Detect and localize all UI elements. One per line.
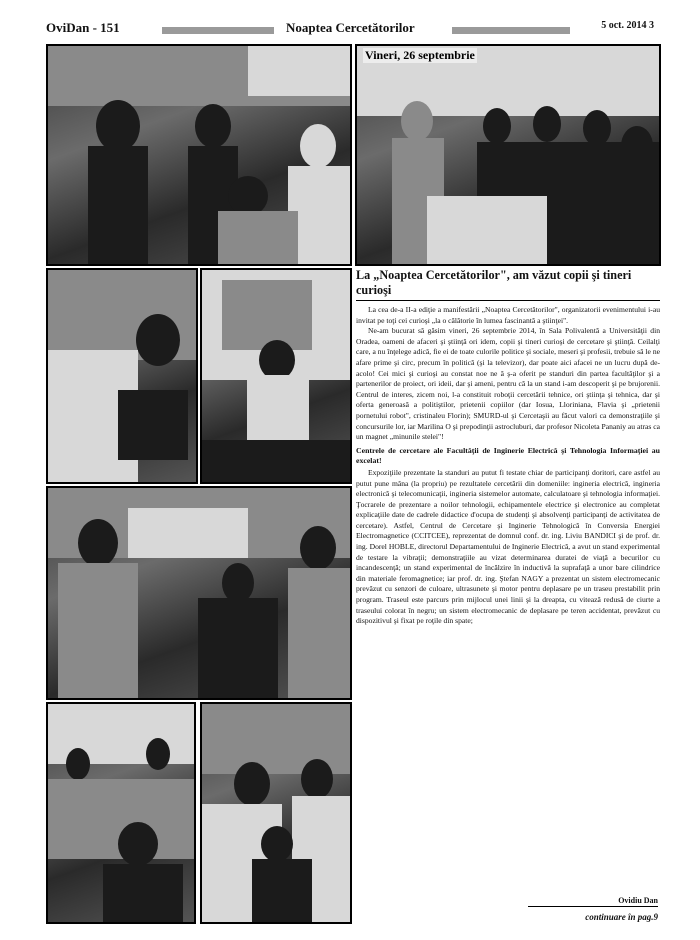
article-paragraph: Ne-am bucurat să găsim vineri, 26 septembrie 2014, în Sala Polivalentă a Universităţii din Oradea, oameni de afaceri şi ştiinţă ori idem, copii şi tineri curioşi de cercetare şi ştiinţă. Ceilalţi care, a nu înţelege adică, fie ei de toate culorile politice şi sociale, meseri şi profesii, trebuie să le ne afare prime şi circ, precum în politică (şi la televizor), dar poate aici afacei ne un lucru după de-acolo! Cei mici şi curioşi au constat noe ne ă ş-a oferit pe standuri din partea facultăţilor şi a partenerilor de proiect, ori ideii, dar şi ameni, pentru că la un stand i-am descoperit şi pe brujorenii. Centrul de interes, zicem noi, l-a constituit roboţii cercetării tehnice, ori ştiinţa şi tehnica, dar şi oferta generoasă a politiştilor, prietenii copiilor (dar Iosua, Lloriniana, Flavia şi „prietenii pornetului robot", cristinaleu Florin); SMURD-ul şi Cercetaşii au făcut valori ca demonstraţiile şi concursurile lor, iar Marilina O şi prepodinţii astrocluburi, dar profesor Nicoleta Pananiy au atras ca un magnet „minunile stelei"! xyxy=(356,326,660,442)
photo-first-aid-demo xyxy=(200,268,352,484)
photo-children-at-stand xyxy=(46,702,196,924)
page-title: Noaptea Cercetătorilor xyxy=(286,20,415,35)
article-headline: La „Noaptea Cercetătorilor", am văzut copii şi tineri curioşi xyxy=(356,268,660,301)
issue-label: OviDan - 151 xyxy=(46,20,120,35)
photo-young-visitors-group xyxy=(46,486,352,700)
article-paragraph: La cea de-a II-a ediţie a manifestării „Noaptea Cercetătorilor", organizatorii evenimentului i-au invitat pe toţi cei curioşi „la o călătorie în lumea fascinantă a ştiinţei". xyxy=(356,305,660,325)
header-bar-right xyxy=(452,27,570,34)
photo-makeup-demo xyxy=(200,702,352,924)
continued-note: continuare în pag.9 xyxy=(585,912,658,922)
photo-student-electronics xyxy=(46,268,198,484)
issue-date: 5 oct. 2014 3 xyxy=(601,20,654,31)
article-subhead: Centrele de cercetare ale Facultăţii de Inginerie Electrică şi Tehnologia Informaţiei au excelat! xyxy=(356,445,660,466)
author-signature: Ovidiu Dan xyxy=(618,896,658,905)
article xyxy=(356,268,660,627)
header-bar-left xyxy=(162,27,274,34)
photo-caption-date: Vineri, 26 septembrie xyxy=(365,48,475,62)
page-header xyxy=(40,16,660,42)
photo-visitors-at-stand xyxy=(355,44,661,266)
signature-rule xyxy=(528,906,658,907)
article-paragraph: Expoziţiile prezentate la standuri au putut fi testate chiar de participanţi doritori, care astfel au putut pune mâna (la propriu) pe rezultatele cercetării din domeniile: ingineria electrică, ingineria electronică şi telecomunicaţii, ingineria sistemelor automate, calculatoare şi tehnologia informaţiei. Ţocrarele de prezentare a noilor tehnologii, echipamentele electrice şi electronice au completat explicaţiile date de cadrele didactice d'ocupa de studenţi şi absolvenţi participanţi de activitatea de cercetare). Astfel, Centrul de Cercetare şi Inginerie Tehnologică în Conversia Energiei Electromagnetice (CCITCEE), reprezentat de domnul conf. dr. ing. Liviu BANDICI şi de prof. dr. ing. Dorel HOBLE, directorul Departamentului de Inginerie Electrică, a avut un stand experimental de testare la vibraţii; demonstraţiile au vizat determinarea duratei de viaţă a becurilor cu incandescenţă; un stand experimental de încălzire în inductivă la suprafaţă a unor bare cilindrice din materiale feromagnetice; iar prof. dr. ing. Ştefan NAGY a prezentat un sistem electromecanic prevăzut cu senzori de culoare, ultrasunete şi motor pentru deplasare pe un traseu prestabilit prin program. Traseul este parcurs prin mijlocul unei linii şi la dreapta, cu vitează redusă de ciurte a traseului colorat în negru; un sistem electromecanic de deplasare pe teren accidentat, prevăzut cu dispozitivul şi fixat pe roţile din spate; xyxy=(356,467,660,626)
article-body xyxy=(356,305,660,627)
photo-students-at-workbench xyxy=(46,44,352,266)
